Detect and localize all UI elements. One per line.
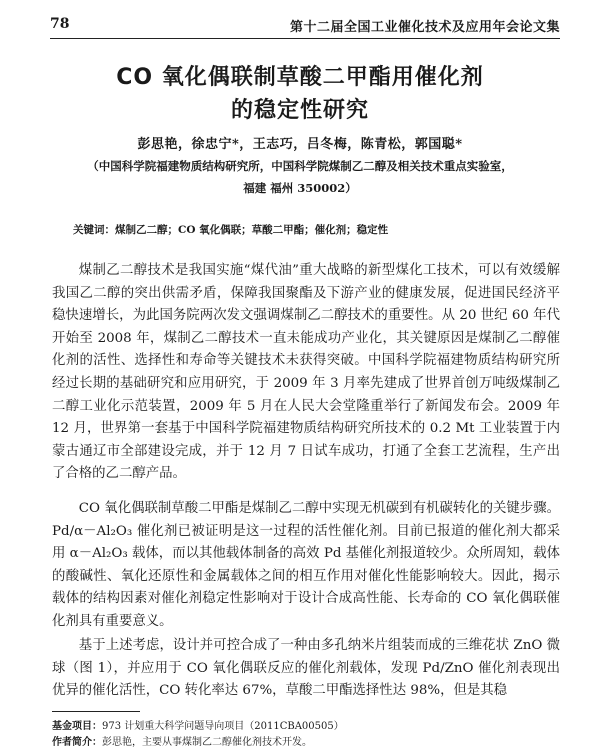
footnote-rule <box>52 711 140 712</box>
page-header <box>50 14 560 34</box>
affiliation-line-2: 福建 福州 350002） <box>243 181 357 195</box>
affiliation-line-1: （中国科学院福建物质结构研究所，中国科学院煤制乙二醇及相关技术重点实验室， <box>87 159 513 173</box>
footnote-funding <box>52 717 560 732</box>
body-paragraph-2: CO 氧化偶联制草酸二甲酯是煤制乙二醇中实现无机碳到有机碳转化的关键步骤。Pd/α－Al₂O₃ 催化剂已被证明是这一过程的活性催化剂。目前已报道的催化剂大都采用 α－Al₂O₃ 载体，而以其他载体制备的高效 Pd 基催化剂报道较少。众所周知，载体的酸碱性、氧化还原性和金属载体之间的相互作用对催化性能影响较大。因此，揭示载体的结构因素对催化剂稳定性影响对于设计合成高性能、长寿命的 CO 氧化偶联催化剂具有重要意义。 <box>52 501 560 629</box>
footnote-author-bio <box>52 733 560 748</box>
keywords-label: 关键词： <box>73 224 115 236</box>
body-paragraph-1: 煤制乙二醇技术是我国实施“煤代油”重大战略的新型煤化工技术，可以有效缓解我国乙二醇的突出供需矛盾，保障我国聚酯及下游产业的健康发展，促进国民经济平稳快速增长，为此国务院两次发文强调煤制乙二醇技术的重要性。从 20 世纪 60 年代开始至 2008 年，煤制乙二醇技术一直未能成功产业化，其关键原因是煤制乙二醇催化剂的活性、选择性和寿命等关键技术未获得突破。中国科学院福建物质结构研究所经过长期的基础研究和应用研究，于 2009 年 3 月率先建成了世界首创万吨级煤制乙二醇工业化示范装置，2009 年 5 月在人民大会堂隆重举行了新闻发布会。2009 年 12 月，世界第一套基于中国科学院福建物质结构研究所技术的 0.2 Mt 工业装置于内蒙古通辽市全部建设完成，并于 12 月 7 日试车成功，打通了全套工艺流程，生产出了合格的乙二醇产品。 <box>52 263 560 482</box>
author-list: 彭思艳，徐忠宁*，王志巧，吕冬梅，陈青松，郭国聪* <box>137 137 463 152</box>
title-line-1: CO 氧化偶联制草酸二甲酯用催化剂 <box>116 65 484 90</box>
running-head: 第十二届全国工业催化技术及应用年会论文集 <box>289 20 560 35</box>
author-bio-label: 作者简介： <box>52 737 102 748</box>
keywords <box>73 222 543 237</box>
author-bio-text: 彭思艳，主要从事煤制乙二醇催化剂技术开发。 <box>102 737 312 748</box>
title-line-2: 的稳定性研究 <box>230 98 369 123</box>
body-paragraph-3: 基于上述考虑，设计并可控合成了一种由多孔纳米片组装而成的三维花状 ZnO 微球（图 1），并应用于 CO 氧化偶联反应的催化剂载体，发现 Pd/ZnO 催化剂表现出优异的催化活性，CO 转化率达 67%，草酸二甲酯选择性达 98%，但是其稳 <box>52 638 560 699</box>
header-rule <box>50 38 560 39</box>
funding-label: 基金项目： <box>52 721 102 732</box>
page-number: 78 <box>50 16 70 32</box>
funding-text: 973 计划重大科学问题导向项目（2011CBA00505） <box>102 721 344 732</box>
keywords-text: 煤制乙二醇；CO 氧化偶联；草酸二甲酯；催化剂；稳定性 <box>115 224 389 236</box>
